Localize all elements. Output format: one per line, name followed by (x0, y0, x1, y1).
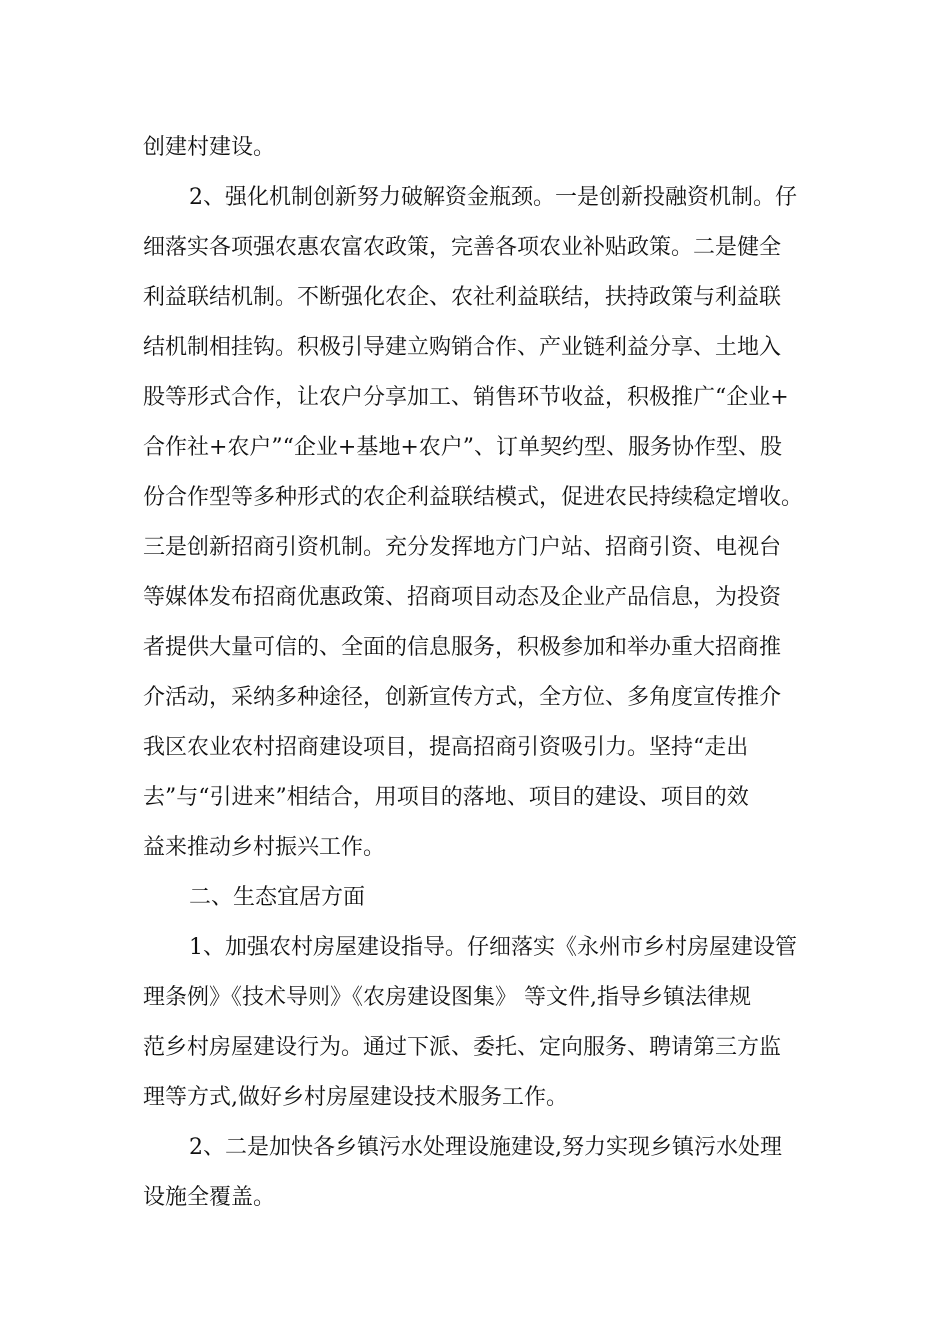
text-line: 理等方式,做好乡村房屋建设技术服务工作。 (143, 1085, 568, 1110)
text-line: 益来推动乡村振兴工作。 (143, 835, 386, 860)
text-line: 利益联结机制。不断强化农企、农社利益联结，扶持政策与利益联 (143, 285, 782, 310)
text-line: 份合作型等多种形式的农企利益联结模式，促进农民持续稳定增收。 (143, 485, 804, 510)
text-line: 合作社+农户”“企业+基地+农户”、订单契约型、服务协作型、股 (143, 435, 783, 460)
text-line: 等媒体发布招商优惠政策、招商项目动态及企业产品信息，为投资 (143, 585, 782, 610)
text-line: 股等形式合作，让农户分享加工、销售环节收益，积极推广“企业+ (143, 385, 789, 410)
text-line: 者提供大量可信的、全面的信息服务，积极参加和举办重大招商推 (143, 635, 782, 660)
text-line: 我区农业农村招商建设项目，提高招商引资吸引力。坚持“走出 (143, 735, 749, 760)
text-line: 去”与“引进来”相结合，用项目的落地、项目的建设、项目的效 (143, 785, 749, 810)
text-line: 细落实各项强农惠农富农政策，完善各项农业补贴政策。二是健全 (143, 235, 782, 260)
text-line: 结机制相挂钩。积极引导建立购销合作、产业链利益分享、土地入 (143, 335, 782, 360)
text-line: 2、强化机制创新努力破解资金瓶颈。一是创新投融资机制。仔 (189, 185, 797, 210)
text-line: 范乡村房屋建设行为。通过下派、委托、定向服务、聘请第三方监 (143, 1035, 782, 1060)
text-line: 设施全覆盖。 (143, 1185, 276, 1210)
text-line: 创建村建设。 (143, 135, 276, 160)
section-heading: 二、生态宜居方面 (189, 885, 366, 910)
text-line: 1、加强农村房屋建设指导。仔细落实《永州市乡村房屋建设管 (189, 935, 797, 960)
text-line: 2、二是加快各乡镇污水处理设施建设,努力实现乡镇污水处理 (189, 1135, 782, 1160)
text-line: 三是创新招商引资机制。充分发挥地方门户站、招商引资、电视台 (143, 535, 782, 560)
text-line: 理条例》《技术导则》《农房建设图集》 等文件,指导乡镇法律规 (143, 985, 751, 1010)
text-line: 介活动，采纳多种途径，创新宣传方式，全方位、多角度宣传推介 (143, 685, 782, 710)
